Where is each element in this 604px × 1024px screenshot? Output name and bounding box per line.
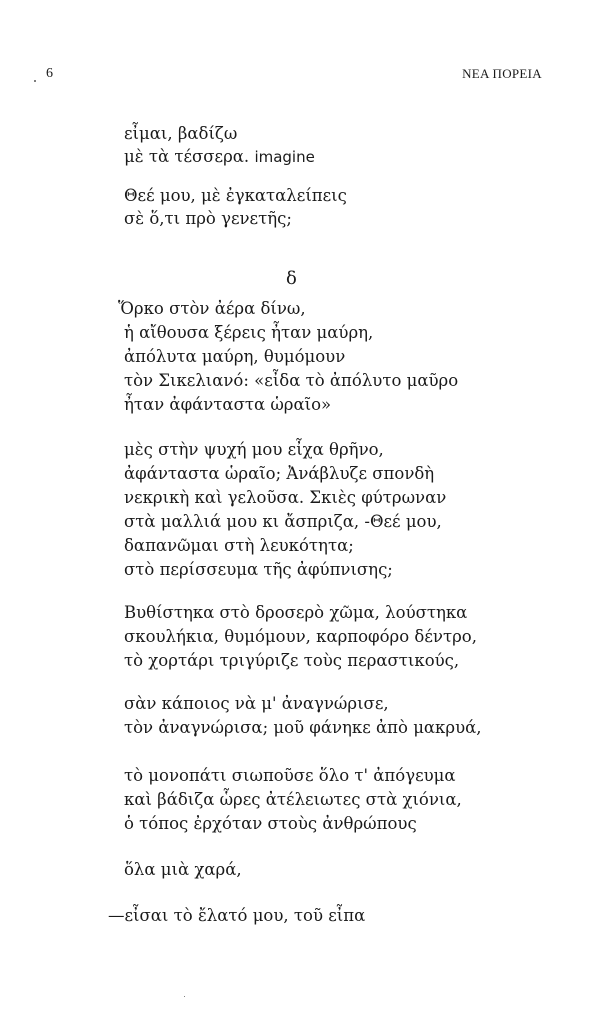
poem-line: νεκρικὴ καὶ γελοῦσα. Σκιὲς φύτρωναν — [124, 488, 447, 507]
poem-line: εἶμαι, βαδίζω — [124, 124, 238, 143]
page-number: 6 — [46, 66, 53, 81]
stray-word: imagine — [254, 148, 315, 166]
poem-line: Ὅρκο στὸν ἀέρα δίνω, — [118, 299, 306, 318]
poem-line: μὲς στὴν ψυχή μου εἶχα θρῆνο, — [124, 440, 384, 459]
poem-line-text: μὲ τὰ τέσσερα. — [124, 147, 250, 166]
poem-line: σὰν κάποιος νὰ μ' ἀναγνώρισε, — [124, 694, 389, 713]
poem-line: —εἶσαι τὸ ἔλατό μου, τοῦ εἶπα — [108, 906, 366, 925]
poem-line: σκουλήκια, θυμόμουν, καρποφόρο δέντρο, — [124, 627, 477, 646]
poem-line: ἀπόλυτα μαύρη, θυμόμουν — [124, 347, 346, 366]
poem-line: Βυθίστηκα στὸ δροσερὸ χῶμα, λούστηκα — [124, 603, 468, 622]
poem-line: Θεέ μου, μὲ ἐγκαταλείπεις — [124, 186, 347, 205]
poem-line: ἦταν ἀφάνταστα ὡραῖο» — [124, 395, 332, 414]
poem-line: ἀφάνταστα ὡραῖο; Ἀνάβλυζε σπονδὴ — [124, 464, 435, 483]
section-mark: δ — [286, 268, 297, 289]
poem-line: ὅλα μιὰ χαρά, — [124, 860, 242, 879]
poem-line — [124, 147, 315, 167]
poem-line: στὰ μαλλιά μου κι ἄσπριζα, -Θεέ μου, — [124, 512, 442, 531]
poem-line: ὁ τόπος ἐρχόταν στοὺς ἀνθρώπους — [124, 814, 417, 833]
poem-line: σὲ ὅ,τι πρὸ γενετῆς; — [124, 209, 292, 228]
poem-line: δαπανῶμαι στὴ λευκότητα; — [124, 536, 354, 555]
running-title: ΝΕΑ ΠΟΡΕΙΑ — [462, 66, 542, 81]
poem-line: τὸν Σικελιανό: «εἶδα τὸ ἀπόλυτο μαῦρο — [124, 371, 459, 390]
poem-line: ἡ αἴθουσα ξέρεις ἦταν μαύρη, — [124, 323, 374, 342]
poem-line: τὸ μονοπάτι σιωποῦσε ὅλο τ' ἀπόγευμα — [124, 766, 456, 785]
poem-line: τὸ χορτάρι τριγύριζε τοὺς περαστικούς, — [124, 651, 460, 670]
poem-line: καὶ βάδιζα ὧρες ἀτέλειωτες στὰ χιόνια, — [124, 790, 462, 809]
poem-line: στὸ περίσσευμα τῆς ἀφύπνισης; — [124, 560, 393, 579]
poem-line: τὸν ἀναγνώρισα; μοῦ φάνηκε ἀπὸ μακρυά, — [124, 718, 482, 737]
